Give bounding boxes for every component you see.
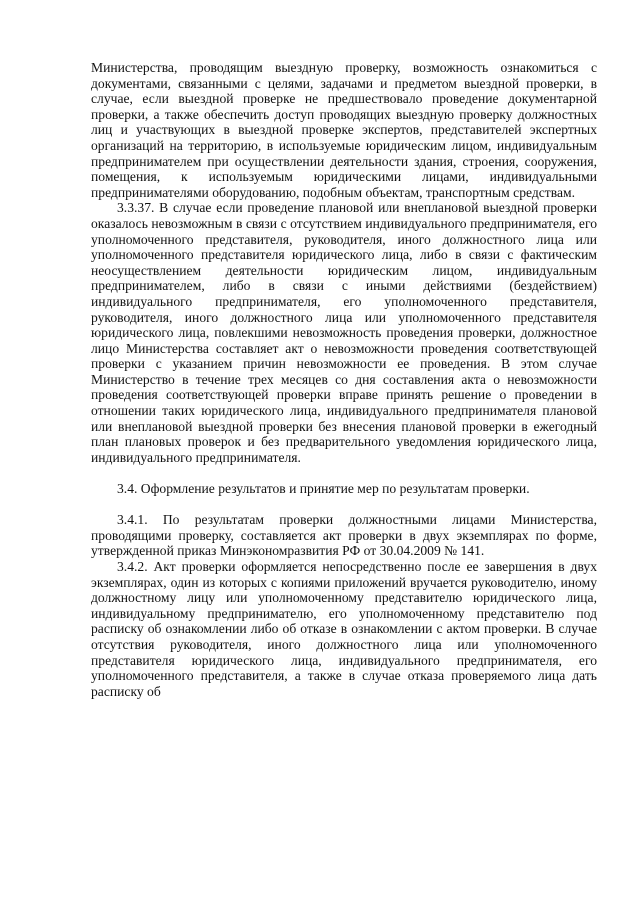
section-heading-3-4: 3.4. Оформление результатов и принятие мер по результатам проверки. xyxy=(117,481,530,497)
document-page xyxy=(91,60,597,699)
paragraph-continuation: Министерства, проводящим выездную проверку, возможность ознакомиться с документами, связанными с целями, задачами и предметом выездной проверки, в случае, если выездной проверке не предшествовало проведение документарной проверки, а также обеспечить доступ проводящих выездную проверку должностных лиц и участвующих в выездной проверке экспертов, представителей экспертных организаций на территорию, в используемые юридическим лицом, индивидуальным предпринимателем при осуществлении деятельности здания, строения, сооружения, помещения, к используемым юридическими лицами, индивидуальными предпринимателями оборудованию, подобным объектам, транспортным средствам. xyxy=(91,60,597,200)
paragraph-3-4-1: 3.4.1. По результатам проверки должностными лицами Министерства, проводящими проверку, составляется акт проверки в двух экземплярах по форме, утвержденной приказ Минэкономразвития РФ от 30.04.2009 № 141. xyxy=(91,512,597,559)
paragraph-3-3-37: 3.3.37. В случае если проведение плановой или внеплановой выездной проверки оказалось невозможным в связи с отсутствием индивидуального предпринимателя, его уполномоченного представителя, руководителя, иного должностного лица или уполномоченного представителя юридического лица, либо в связи с фактическим неосуществлением деятельности юридическим лицом, индивидуальным предпринимателем, либо в связи с иными действиями (бездействием) индивидуального предпринимателя, его уполномоченного представителя, руководителя, иного должностного лица или уполномоченного представителя юридического лица, повлекшими невозможность проведения проверки, должностное лицо Министерства составляет акт о невозможности проведения соответствующей проверки с указанием причин невозможности ее проведения. В этом случае Министерство в течение трех месяцев со дня составления акта о невозможности проведения соответствующей проверки вправе принять решение о проведении в отношении таких юридического лица, индивидуального предпринимателя плановой или внеплановой выездной проверки без внесения плановой проверки в ежегодный план плановых проверок и без предварительного уведомления юридического лица, индивидуального предпринимателя. xyxy=(91,200,597,465)
paragraph-3-4-2: 3.4.2. Акт проверки оформляется непосредственно после ее завершения в двух экземплярах, один из которых с копиями приложений вручается руководителю, иному должностному лицу или уполномоченному представителю юридического лица, индивидуальному предпринимателю, его уполномоченному представителю под расписку об ознакомлении либо об отказе в ознакомлении с актом проверки. В случае отсутствия руководителя, иного должностного лица или уполномоченного представителя юридического лица, индивидуального предпринимателя, его уполномоченного представителя, а также в случае отказа проверяемого лица дать расписку об xyxy=(91,559,597,699)
